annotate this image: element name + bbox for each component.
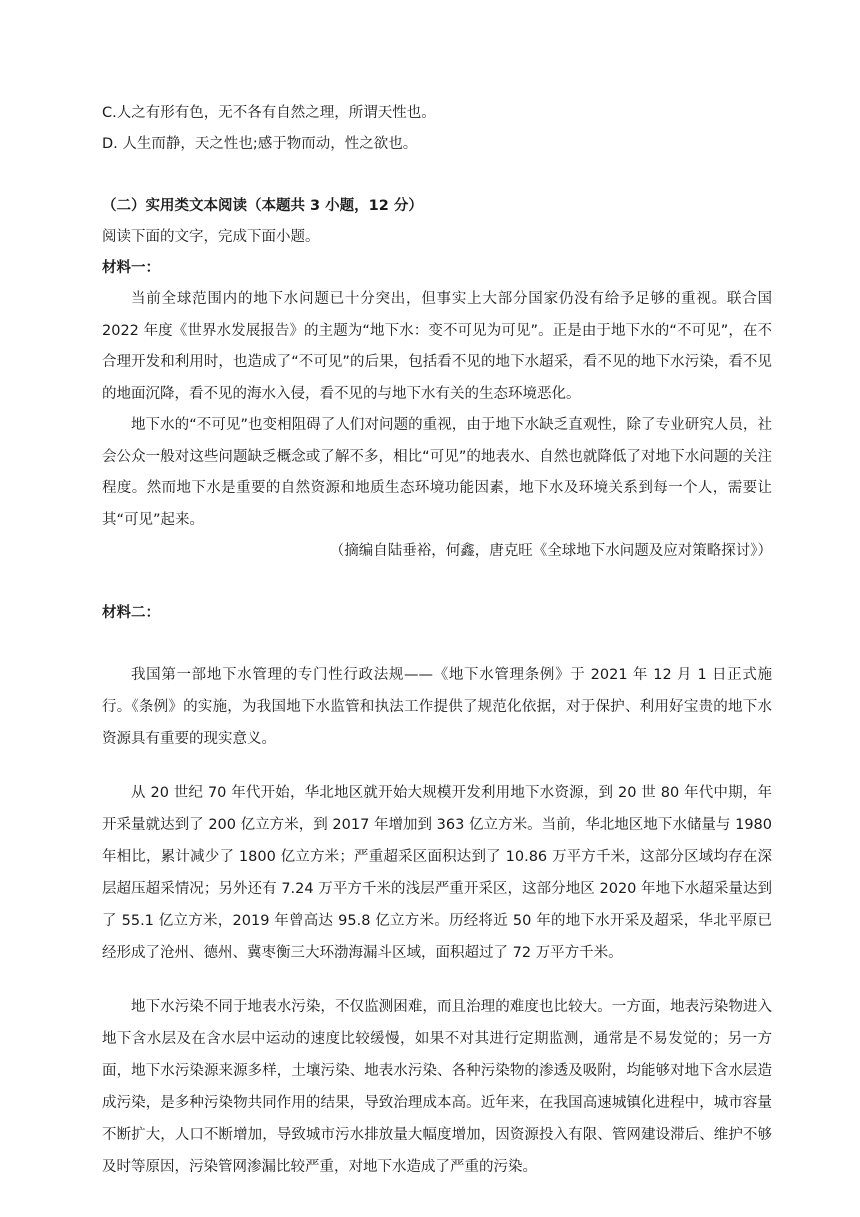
section-instruction: 阅读下面的文字，完成下面小题。 (102, 229, 320, 245)
material-two-paragraph-1: 我国第一部地下水管理的专门性行政法规——《地下水管理条例》于 2021 年 12 月 1 日正式施行。《条例》的实施，为我国地下水监管和执法工作提供了规范化依据，对于保护、利用好宝贵的地下水资源具有重要的现实意义。 (102, 667, 772, 747)
document-page (102, 98, 772, 1183)
material-two-label: 材料二： (102, 605, 160, 621)
option-c: C.人之有形有色，无不各有自然之理，所谓天性也。 (102, 105, 436, 121)
material-one-label: 材料一： (102, 260, 160, 276)
material-one-source: （摘编自陆垂裕，何鑫，唐克旺《全球地下水问题及应对策略探讨》） (329, 543, 772, 559)
spacer (102, 567, 772, 598)
material-one-paragraph-2: 地下水的“不可见”也变相阻碍了人们对问题的重视，由于地下水缺乏直观性，除了专业研究人员，社会公众一般对这些问题缺乏概念或了解不多，相比“可见”的地表水、自然也就降低了对地下水问题的关注程度。然而地下水是重要的自然资源和地质生态环境功能因素，地下水及环境关系到每一个人，需要让其“可见”起来。 (102, 417, 772, 528)
material-two-paragraph-2: 从 20 世纪 70 年代开始，华北地区就开始大规模开发利用地下水资源，到 20 世 80 年代中期，年开采量就达到了 200 亿立方米，到 2017 年增加到 363 亿立方米。当前，华北地区地下水储量与 1980 年相比，累计减少了 1800 亿立方米；严重超采区面积达到了 10.86 万平方千米，这部分区域均存在深层超压超采情况；另外还有 7.24 万平方千米的浅层严重开采区，这部分地区 2020 年地下水超采量达到了 55.1 亿立方米，2019 年曾高达 95.8 亿立方米。历经将近 50 年的地下水开采及超采，华北平原已经形成了沧州、德州、冀枣衡三大环渤海漏斗区域，面积超过了 72 万平方千米。 (102, 785, 772, 961)
spacer (102, 629, 772, 659)
section-title: （二）实用类文本阅读（本题共 3 小题，12 分） (102, 198, 423, 214)
spacer (102, 969, 772, 991)
material-one-paragraph-1: 当前全球范围内的地下水问题已十分突出，但事实上大部分国家仍没有给予足够的重视。联合国 2022 年度《世界水发展报告》的主题为“地下水：变不可见为可见”。正是由于地下水的“不可见”，在不合理开发和利用时，也造成了“不可见”的后果，包括看不见的地下水超采，看不见的地下水污染，看不见的地面沉降，看不见的海水入侵，看不见的与地下水有关的生态环境恶化。 (102, 291, 772, 402)
option-d: D. 人生而静，天之性也;感于物而动，性之欲也。 (102, 136, 418, 152)
spacer (102, 755, 772, 777)
material-two-paragraph-3: 地下水污染不同于地表水污染，不仅监测困难，而且治理的难度也比较大。一方面，地表污染物进入地下含水层及在含水层中运动的速度比较缓慢，如果不对其进行定期监测，通常是不易发觉的；另一方面，地下水污染源来源多样，土壤污染、地表水污染、各种污染物的渗透及吸附，均能够对地下含水层造成污染，是多种污染物共同作用的结果，导致治理成本高。近年来，在我国高速城镇化进程中，城市容量不断扩大，人口不断增加，导致城市污水排放量大幅度增加，因资源投入有限、管网建设滞后、维护不够及时等原因，污染管网渗漏比较严重，对地下水造成了严重的污染。 (102, 999, 772, 1175)
spacer (102, 160, 772, 191)
